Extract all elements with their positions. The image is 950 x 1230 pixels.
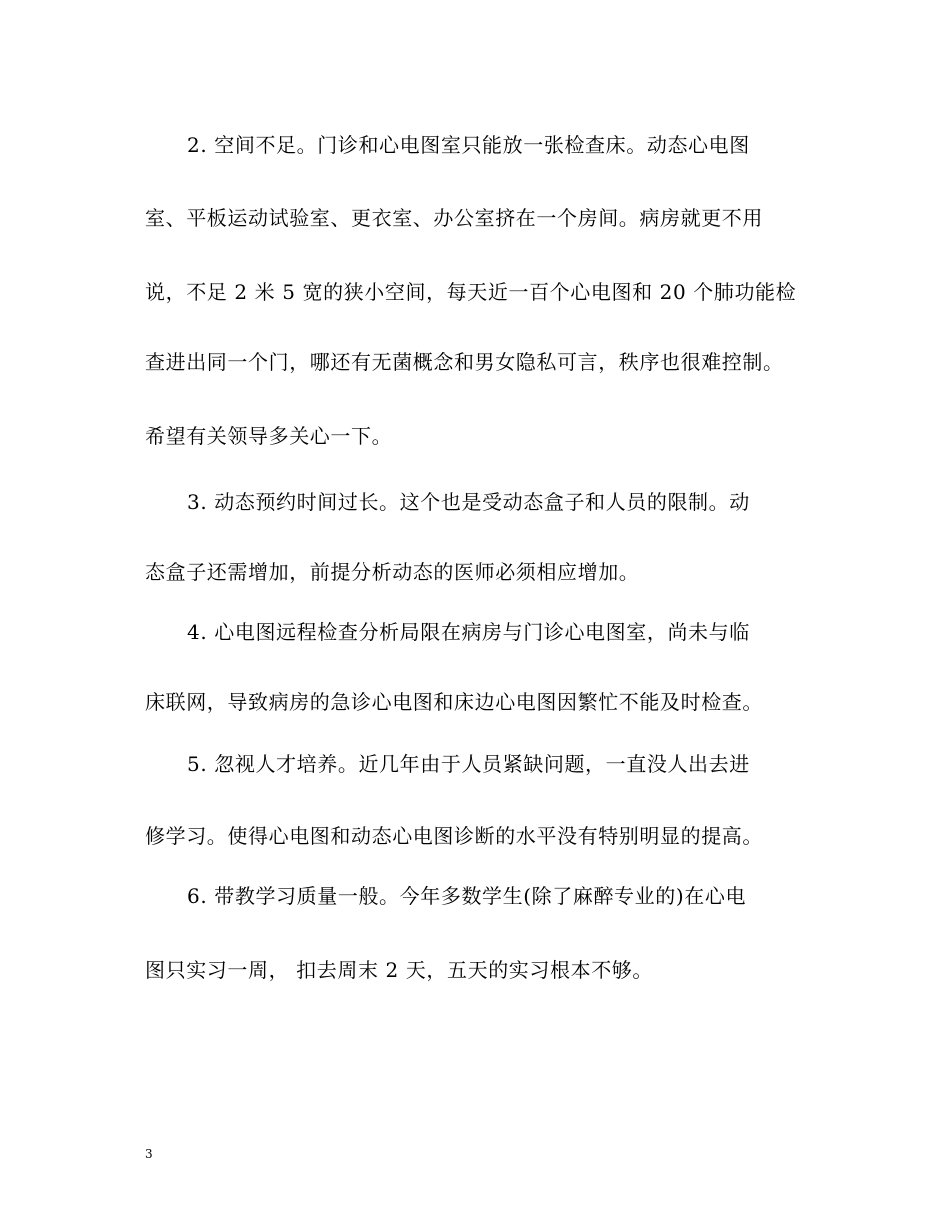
paragraph-2-line-1: 2. 空间不足。门诊和心电图室只能放一张检查床。动态心电图	[187, 133, 750, 157]
paragraph-3-line-2: 态盒子还需增加，前提分析动态的医师必须相应增加。	[145, 560, 640, 584]
paragraph-6-line-2: 图只实习一周， 扣去周末 2 天，五天的实习根本不够。	[145, 958, 653, 982]
paragraph-4-line-2: 床联网，导致病房的急诊心电图和床边心电图因繁忙不能及时检查。	[145, 690, 763, 714]
paragraph-3-line-1: 3. 动态预约时间过长。这个也是受动态盒子和人员的限制。动	[187, 490, 750, 514]
paragraph-2-line-5: 希望有关领导多关心一下。	[145, 424, 393, 448]
paragraph-6-line-1: 6. 带教学习质量一般。今年多数学生(除了麻醉专业的)在心电	[187, 884, 747, 908]
paragraph-4-line-1: 4. 心电图远程检查分析局限在病房与门诊心电图室，尚未与临	[187, 620, 750, 644]
paragraph-2-line-2: 室、平板运动试验室、更衣室、办公室挤在一个房间。病房就更不用	[145, 206, 763, 230]
paragraph-5-line-2: 修学习。使得心电图和动态心电图诊断的水平没有特别明显的提高。	[145, 824, 763, 848]
paragraph-2-line-3: 说，不足 2 米 5 宽的狭小空间，每天近一百个心电图和 20 个肺功能检	[145, 280, 797, 304]
paragraph-2-line-4: 查进出同一个门，哪还有无菌概念和男女隐私可言，秩序也很难控制。	[145, 350, 784, 374]
paragraph-5-line-1: 5. 忽视人才培养。近几年由于人员紧缺问题，一直没人出去进	[187, 752, 750, 776]
page-number: 3	[145, 1147, 153, 1161]
